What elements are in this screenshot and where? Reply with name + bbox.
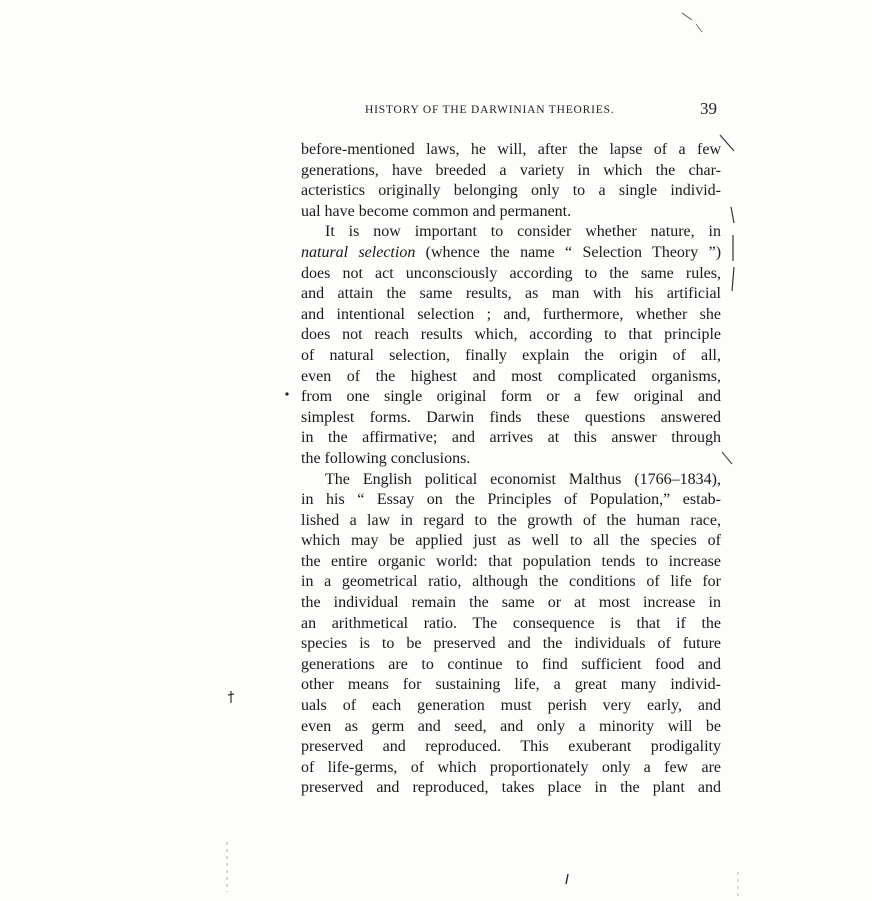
text-line: from one single original form or a few original and (301, 388, 721, 406)
margin-line-right (727, 205, 739, 295)
margin-dot-left (283, 390, 291, 398)
text-line: of natural selection, finally explain the origin of all, (301, 346, 721, 364)
text-line: preserved and reproduced, takes place in the plant and (301, 779, 721, 797)
scan-mark-top (680, 10, 720, 40)
italic-term: natural selection (301, 243, 416, 261)
text-line: acteristics originally belonging only to a single individ- (301, 182, 721, 200)
text-line: in the affirmative; and arrives at this answer through (301, 429, 721, 447)
scan-mark-bottom (560, 870, 576, 890)
text-line: in his “ Essay on the Principles of Population,” estab- (301, 491, 721, 509)
text-line: lished a law in regard to the growth of the human race, (301, 511, 721, 529)
scan-edge-right (735, 870, 741, 898)
text-line: species is to be preserved and the individuals of future (301, 635, 721, 653)
text-line: the individual remain the same or at most increase in (301, 594, 721, 612)
page-number: 39 (700, 99, 717, 118)
text-line: and intentional selection ; and, furthermore, whether she (301, 305, 721, 323)
text-line: It is now important to consider whether nature, in (325, 223, 721, 241)
text-line: of life-germs, of which proportionately only a few are (301, 758, 721, 776)
text-line: ual have become common and permanent. (301, 202, 572, 220)
margin-cross-left (226, 690, 236, 704)
text-line: in a geometrical ratio, although the conditions of life for (301, 573, 721, 591)
text-line: The English political economist Malthus (1766–1834), (325, 470, 721, 488)
text-line: simplest forms. Darwin finds these questions answered (301, 408, 721, 426)
text-line: which may be applied just as well to all the species of (301, 532, 721, 550)
text-line (301, 243, 721, 264)
margin-tick-right (718, 133, 738, 157)
text-line: preserved and reproduced. This exuberant prodigality (301, 738, 721, 756)
body-text (301, 140, 721, 799)
text-line: the following conclusions. (301, 449, 471, 467)
text-line: the entire organic world: that population tends to increase (301, 552, 721, 570)
text-line: even as germ and seed, and only a minority will be (301, 717, 721, 735)
text-line: does not reach results which, according to that principle (301, 326, 721, 344)
text-line: uals of each generation must perish very early, and (301, 697, 721, 715)
text-line: even of the highest and most complicated organisms, (301, 367, 721, 385)
text-line: generations are to continue to find sufficient food and (301, 655, 721, 673)
text-line: and attain the same results, as man with his artificial (301, 285, 721, 303)
text-fragment: (whence the name “ Selection Theory ”) (425, 243, 721, 261)
text-line: an arithmetical ratio. The consequence is that if the (301, 614, 721, 632)
text-line: generations, have breeded a variety in which the char- (301, 161, 721, 179)
margin-tick-lower (720, 450, 736, 470)
text-line: other means for sustaining life, a great many individ- (301, 676, 721, 694)
text-line: does not act unconsciously according to the same rules, (301, 264, 721, 282)
text-line: before-mentioned laws, he will, after the lapse of a few (301, 141, 721, 158)
running-head: HISTORY OF THE DARWINIAN THEORIES. (365, 104, 615, 116)
scan-edge-left (224, 840, 230, 895)
